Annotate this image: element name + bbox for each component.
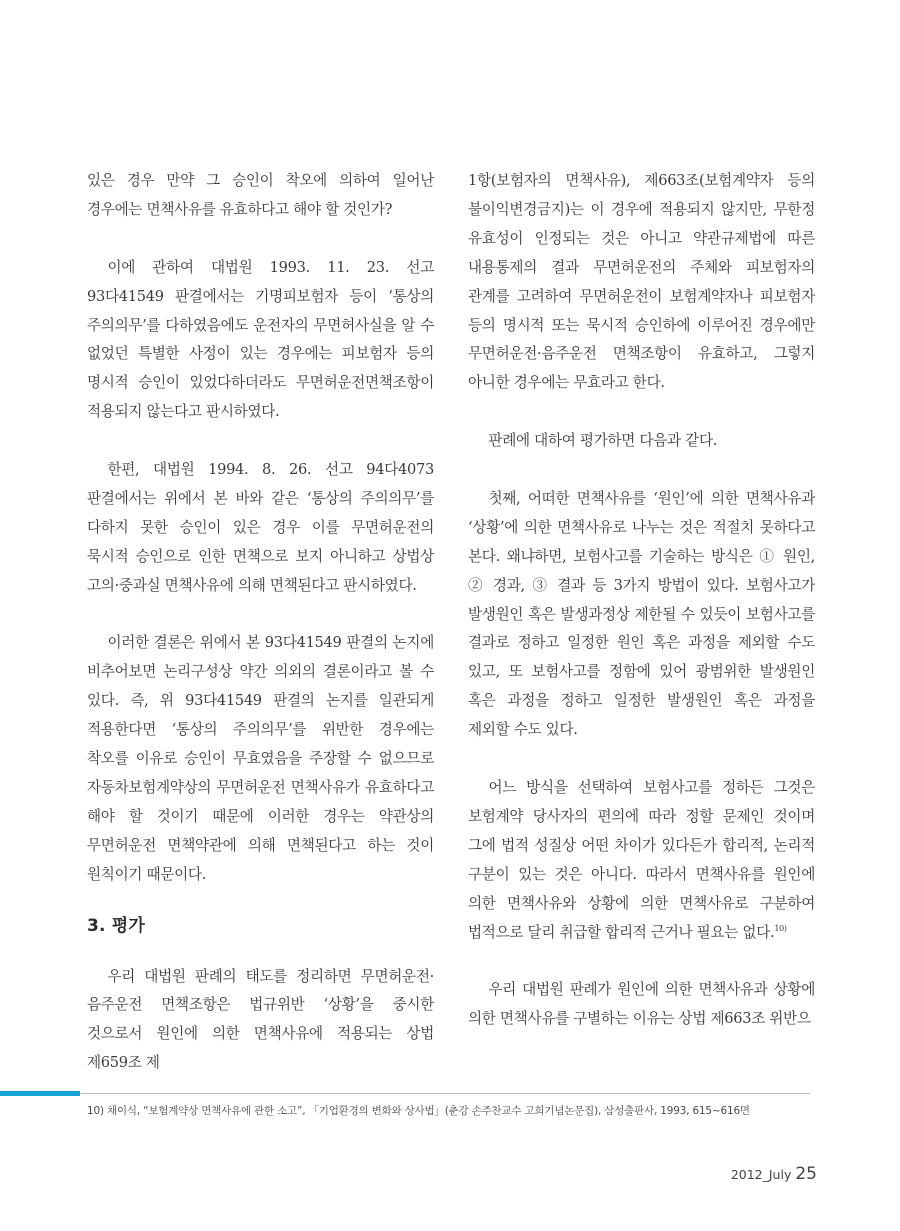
paragraph-evaluation-continued: 1항(보험자의 면책사유), 제663조(보험계약자 등의 불이익변경금지)는 이 경우에 적용되지 않지만, 무한정 유효성이 인정되는 것은 아니고 약관규제법에 따른 내용통제의 결과 무면허운전의 주체와 피보험자의 관계를 고려하여 무면허운전이 보험계약자나 피보험자 등의 명시적 또는 묵시적 승인하에 이루어진 경우에만 무면허운전·음주운전 면책조항이 유효하고, 그렇지 아니한 경우에는 무효라고 한다. (468, 172, 815, 392)
page-footer (731, 1164, 817, 1184)
paragraph-evaluation-start: 우리 대법원 판례의 태도를 정리하면 무면허운전·음주운전 면책조항은 법규위반 ‘상황’을 중시한 것으로서 원인에 의한 면책사유에 적용되는 상법 제659조 제 (87, 967, 434, 1072)
issue-label: 2012_July (730, 1167, 792, 1182)
section-heading: 3. 평가 (87, 915, 146, 936)
right-column (468, 167, 815, 1034)
paragraph-assessment-intro: 판례에 대하여 평가하면 다음과 같다. (488, 432, 718, 450)
left-column (87, 167, 434, 1078)
footnote-reference[interactable]: 10) (774, 923, 787, 933)
paragraph-continued: 있은 경우 만약 그 승인이 착오에 의하여 일어난 경우에는 면책사유를 유효하다고 해야 할 것인가? (87, 172, 434, 218)
paragraph-conclusion: 이러한 결론은 위에서 본 93다41549 판결의 논지에 비추어보면 논리구성상 약간 의외의 결론이라고 볼 수 있다. 즉, 위 93다41549 판결의 논지를 일관되게 적용한다면 ‘통상의 주의의무’를 위반한 경우에는 착오를 이유로 승인이 무효였음을 주장할 수 없으므로 자동차보험계약상의 무면허운전 면책사유가 유효하다고 해야 할 것이기 때문에 이러한 경우는 약관상의 무면허운전 면책약관에 의해 면책된다고 하는 것이 원칙이기 때문이다. (87, 634, 434, 883)
paragraph-court-reason: 우리 대법원 판례가 원인에 의한 면책사유과 상황에 의한 면책사유를 구별하는 이유는 상법 제663조 위반으 (468, 981, 815, 1028)
paragraph-method-choice (468, 774, 815, 947)
paragraph-supreme-court-1993: 이에 관하여 대법원 1993. 11. 23. 선고 93다41549 판결에서는 기명피보험자 등이 ‘통상의 주의의무’를 다하였음에도 운전자의 무면허사실을 알 수 없었던 특별한 사정이 있는 경우에는 피보험자 등의 명시적 승인이 있었다하더라도 무면허운전면책조항이 적용되지 않는다고 판시하였다. (87, 258, 434, 421)
footnote-divider (80, 1093, 810, 1094)
paragraph-method-choice-text: 어느 방식을 선택하여 보험사고를 정하든 그것은 보험계약 당사자의 편의에 따라 정할 문제인 것이며 그에 법적 성질상 어떤 차이가 있다든가 합리적, 논리적 구분이 있는 것은 아니다. 따라서 면책사유를 원인에 의한 면책사유와 상황에 의한 면책사유로 구분하여 법적으로 달리 취급할 합리적 근거나 필요는 없다. (468, 778, 815, 941)
paragraph-first-point: 첫째, 어떠한 면책사유를 ‘원인’에 의한 면책사유과 ‘상황’에 의한 면책사유로 나누는 것은 적절치 못하다고 본다. 왜냐하면, 보험사고를 기술하는 방식은 ① 원인, ② 경과, ③ 결과 등 3가지 방법이 있다. 보험사고가 발생원인 혹은 발생과정상 제한될 수 있듯이 보험사고를 결과로 정하고 일정한 원인 혹은 과정을 제외할 수도 있고, 또 보험사고를 정함에 있어 광범위한 발생원인 혹은 과정을 정하고 일정한 발생원인 혹은 과정을 제외할 수도 있다. (468, 489, 815, 739)
paragraph-supreme-court-1994: 한편, 대법원 1994. 8. 26. 선고 94다4073 판결에서는 위에서 본 바와 같은 ‘통상의 주의의무’를 다하지 못한 승인이 있은 경우 이를 무면허운전의 묵시적 승인으로 인한 면책으로 보지 아니하고 상법상 고의·중과실 면책사유에 의해 면책된다고 판시하였다. (87, 461, 434, 594)
page-number: 25 (795, 1164, 817, 1184)
footnote-accent-rule (0, 1091, 80, 1096)
footnote-text: 10) 채이식, “보험계약상 면책사유에 관한 소고”, 「기업환경의 변화와 상사법」(춘강 손주찬교수 고희기념논문집), 삼성출판사, 1993, 615~616면 (87, 1105, 750, 1117)
